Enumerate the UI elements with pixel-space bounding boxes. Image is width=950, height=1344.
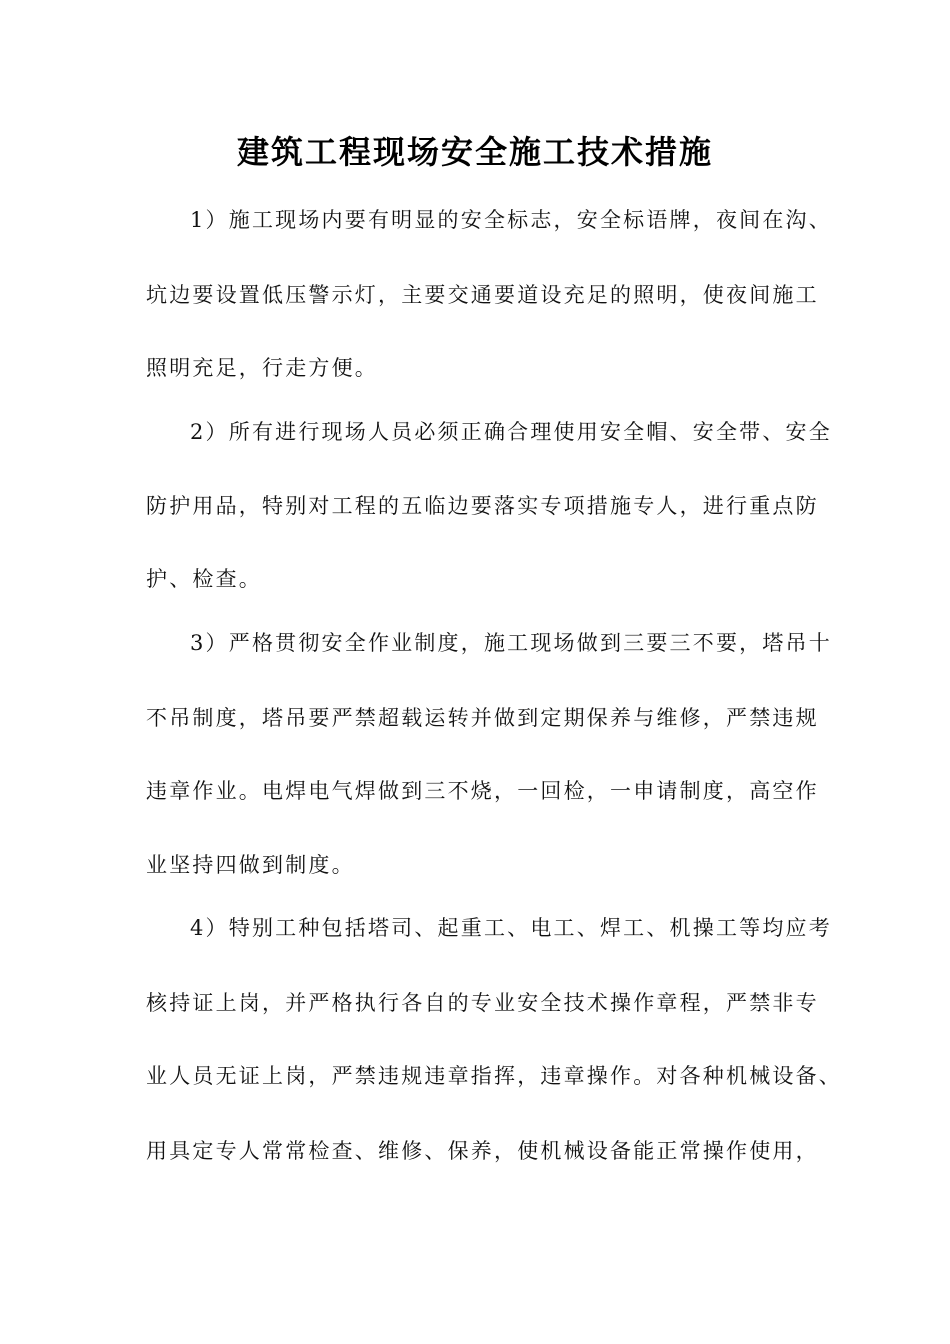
paragraph-2-line-1: 2）所有进行现场人员必须正确合理使用安全帽、安全带、安全	[190, 420, 832, 444]
paragraph-2-line-2: 防护用品，特别对工程的五临边要落实专项措施专人，进行重点防	[146, 494, 819, 518]
paragraph-3-line-4: 业坚持四做到制度。	[146, 853, 355, 877]
paragraph-4-line-1: 4）特别工种包括塔司、起重工、电工、焊工、机操工等均应考	[190, 916, 832, 940]
paragraph-1-line-1: 1）施工现场内要有明显的安全标志，安全标语牌，夜间在沟、	[190, 208, 832, 232]
paragraph-3-line-3: 违章作业。电焊电气焊做到三不烧，一回检，一申请制度，高空作	[146, 779, 819, 803]
paragraph-2-line-3: 护、检查。	[146, 567, 262, 591]
paragraph-3-line-1: 3）严格贯彻安全作业制度，施工现场做到三要三不要，塔吊十	[190, 631, 832, 655]
paragraph-4-line-4: 用具定专人常常检查、维修、保养，使机械设备能正常操作使用，	[146, 1139, 819, 1163]
document-title: 建筑工程现场安全施工技术措施	[236, 133, 713, 171]
paragraph-1-line-3: 照明充足，行走方便。	[146, 356, 378, 380]
paragraph-4-line-2: 核持证上岗，并严格执行各自的专业安全技术操作章程，严禁非专	[146, 991, 819, 1015]
paragraph-4-line-3: 业人员无证上岗，严禁违规违章指挥，违章操作。对各种机械设备、	[146, 1064, 842, 1088]
paragraph-3-line-2: 不吊制度，塔吊要严禁超载运转并做到定期保养与维修，严禁违规	[146, 706, 819, 730]
paragraph-1-line-2: 坑边要设置低压警示灯，主要交通要道设充足的照明，使夜间施工	[146, 283, 819, 307]
